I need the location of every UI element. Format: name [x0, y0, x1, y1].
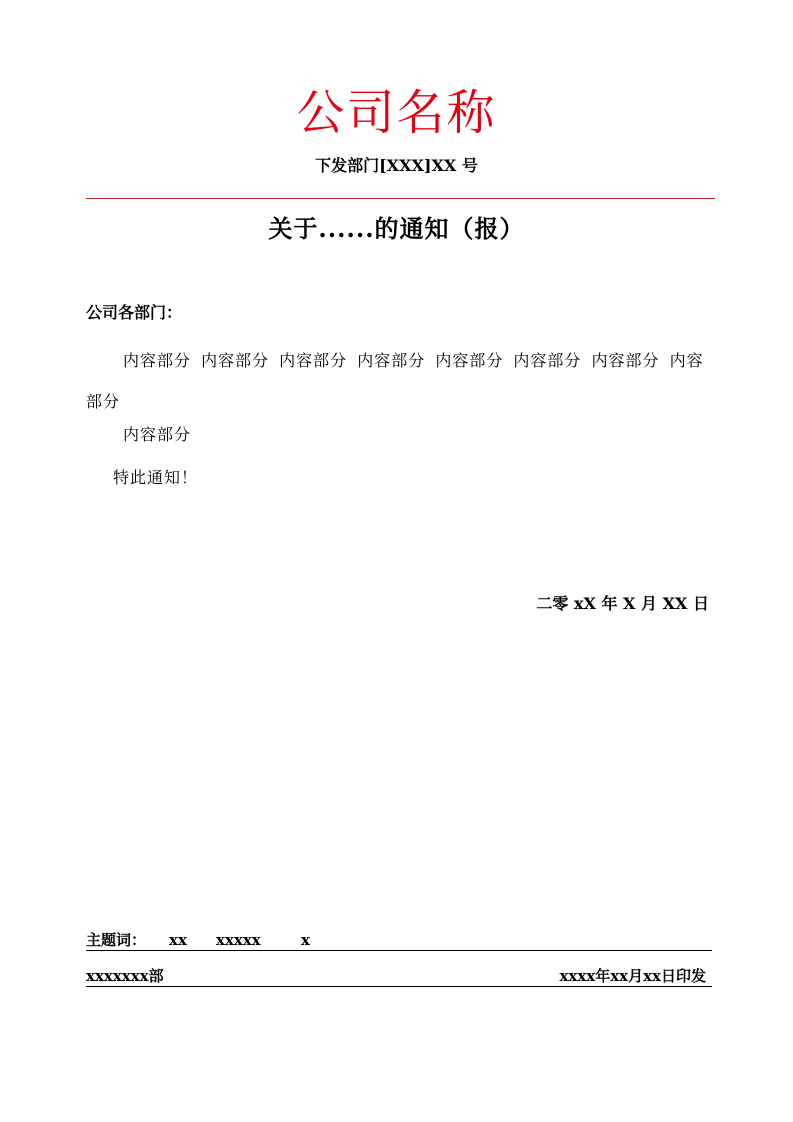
keyword-item: x: [301, 931, 310, 949]
issuing-department: xxxxxxx部: [86, 967, 164, 985]
body-paragraph-1: 内容部分 内容部分 内容部分 内容部分 内容部分 内容部分 内容部分 内容部分: [86, 351, 704, 411]
print-info-row: [86, 966, 712, 987]
keyword-item: xxxxx: [216, 931, 261, 949]
keywords-label: 主题词：: [86, 931, 147, 949]
closing-remark: 特此通知！: [113, 468, 199, 487]
body-paragraph-2: 内容部分: [123, 425, 192, 444]
keywords-row: [86, 930, 712, 951]
document-number: 下发部门[XXX]XX 号: [315, 156, 478, 175]
salutation: 公司各部门：: [86, 303, 183, 322]
keyword-item: xx: [169, 931, 187, 949]
print-date: xxxx年xx月xx日印发: [559, 967, 706, 985]
document-title: 关于......的通知（报）: [268, 214, 525, 243]
header-divider: [86, 198, 715, 199]
company-name: 公司名称: [296, 85, 497, 141]
issue-date: 二零 xX 年 X 月 XX 日: [536, 594, 709, 613]
